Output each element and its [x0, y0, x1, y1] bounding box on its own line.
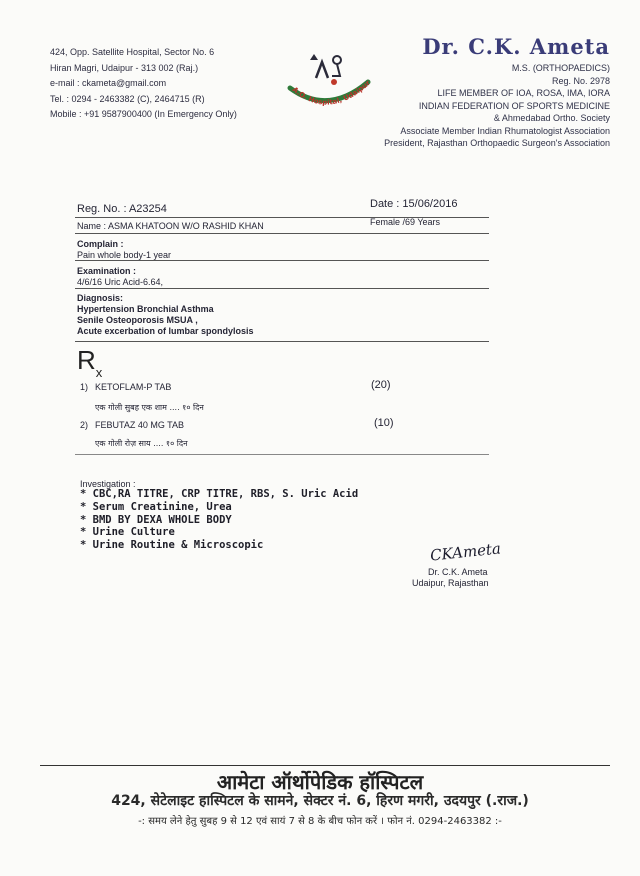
rx-letter: R: [77, 345, 96, 375]
complain-label: Complain :: [77, 239, 124, 249]
credential-line: & Ahmedabad Ortho. Society: [493, 113, 610, 123]
divider: [75, 454, 489, 455]
medicine-name: FEBUTAZ 40 MG TAB: [95, 420, 185, 430]
diagnosis-label: Diagnosis:: [77, 293, 124, 303]
investigation-item: * BMD BY DEXA WHOLE BODY: [80, 513, 232, 526]
divider: [75, 288, 489, 289]
signature-name: Dr. C.K. Ameta: [428, 567, 488, 577]
hospital-address-hindi: 424, सेटेलाइट हास्पिटल के सामने, सेक्टर नं. 6, हिरण मगरी, उदयपुर (.राज.): [111, 793, 529, 809]
medicine-instruction: एक गोली रोज़ साय .... १० दिन: [95, 439, 188, 448]
credential-line: INDIAN FEDERATION OF SPORTS MEDICINE: [418, 100, 610, 111]
medicine-instruction: एक गोली सुबह एक शाम .... १० दिन: [95, 403, 204, 412]
clinic-address-block: [50, 45, 237, 123]
credential-line: President, Rajasthan Orthopaedic Surgeon's Association: [384, 138, 610, 148]
doctor-name: Dr. C.K. Ameta: [422, 34, 610, 59]
investigation-item: * Urine Routine & Microscopic: [80, 539, 264, 552]
medicine-number: 2): [80, 420, 89, 430]
investigation-label: Investigation :: [80, 479, 136, 489]
address-line: 424, Opp. Satellite Hospital, Sector No. 6: [50, 47, 215, 57]
mobile-line: Mobile : +91 9587900400 (In Emergency Only): [50, 109, 237, 119]
examination-value: 4/6/16 Uric Acid-6.64,: [77, 277, 164, 287]
medicine-quantity: (10): [374, 417, 394, 429]
medicine-quantity: (20): [371, 379, 391, 391]
investigation-item: * CBC,RA TITRE, CRP TITRE, RBS, S. Uric Acid: [80, 488, 359, 500]
medicine-number: 1): [80, 382, 89, 392]
divider: [75, 260, 489, 261]
hospital-logo: [282, 50, 374, 114]
medicine-name: KETOFLAM-P TAB: [95, 382, 172, 392]
registration-number: Reg. No. : A23254: [77, 203, 167, 215]
patient-name: Name : ASMA KHATOON W/O RASHID KHAN: [77, 221, 264, 231]
rx-subscript: x: [95, 365, 103, 380]
contact-timing-hindi: -: समय लेने हेतु सुबह 9 से 12 एवं सायं 7 से 8 के बीच फोन करें । फोन नं. 0294-2463382 :-: [138, 816, 502, 827]
hospital-name-hindi: आमेटा ऑर्थोपेडिक हॉस्पिटल: [216, 770, 424, 794]
telephone-line: Tel. : 0294 - 2463382 (C), 2464715 (R): [50, 93, 205, 104]
address-line: Hiran Magri, Udaipur - 313 002 (Raj.): [50, 62, 199, 73]
logo-text: A.O. Hospital, Udaipur: [290, 78, 372, 107]
credential-line: M.S. (ORTHOPAEDICS): [511, 63, 610, 73]
prescription-date: Date : 15/06/2016: [370, 198, 458, 210]
divider: [75, 233, 489, 234]
complain-value: Pain whole body-1 year: [77, 250, 172, 260]
investigation-list: [80, 488, 358, 552]
signature-place: Udaipur, Rajasthan: [412, 578, 489, 588]
diagnosis-item: Hypertension Bronchial Asthma: [77, 304, 214, 314]
signature-text: CKAmeta: [429, 539, 502, 565]
credential-line: LIFE MEMBER OF IOA, ROSA, IMA, IORA: [437, 88, 610, 98]
divider: [75, 341, 489, 342]
diagnosis-item: Senile Osteoporosis MSUA ,: [77, 315, 198, 325]
investigation-item: * Urine Culture: [80, 526, 175, 539]
credential-line: Associate Member Indian Rhumatologist Association: [400, 125, 610, 136]
diagnosis-item: Acute excerbation of lumbar spondylosis: [77, 326, 254, 336]
email-line: e-mail : ckameta@gmail.com: [50, 78, 167, 88]
signature-scrawl: [429, 539, 501, 564]
credential-line: Reg. No. 2978: [551, 75, 610, 86]
rx-symbol: [77, 345, 103, 380]
footer-divider: [40, 765, 610, 766]
examination-label: Examination :: [77, 266, 137, 276]
investigation-item: * Serum Creatinine, Urea: [80, 500, 232, 513]
doctor-credentials: [384, 62, 610, 150]
patient-gender-age: Female /69 Years: [370, 217, 441, 227]
